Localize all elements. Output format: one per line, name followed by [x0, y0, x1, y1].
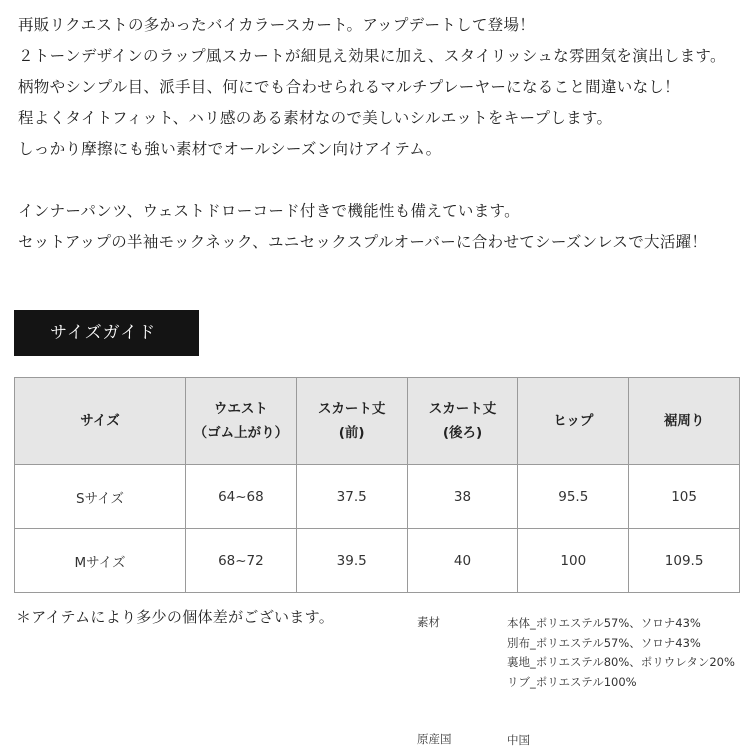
size-table-header-row	[15, 378, 740, 465]
header-waist: ウエスト （ゴム上がり）	[186, 378, 297, 465]
description-line: しっかり摩擦にも強い素材でオールシーズン向けアイテム。	[18, 140, 442, 158]
description-line: インナーパンツ、ウェストドローコード付きで機能性も備えています。	[18, 202, 520, 220]
size-guide-title: サイズガイド	[14, 310, 199, 356]
description-line: 再販リクエストの多かったバイカラースカート。アップデートして登場！	[18, 16, 536, 34]
origin-row	[417, 731, 747, 750]
description-line	[18, 165, 738, 196]
cell-size: Sサイズ	[15, 465, 186, 529]
material-line: リブ_ポリエステル100%	[507, 674, 637, 689]
material-values	[507, 614, 735, 692]
material-line: 別布_ポリエステル57%、ソロナ43%	[507, 635, 701, 650]
description-line: セットアップの半袖モックネック、ユニセックスプルオーバーに合わせてシーズンレスで大活躍！	[18, 233, 708, 251]
description-line: 柄物やシンプル目、派手目、何にでも合わせられるマルチプレーヤーになること間違いなし！	[18, 78, 680, 96]
cell-length-front: 39.5	[296, 529, 407, 593]
header-length-back: スカート丈 (後ろ)	[407, 378, 518, 465]
material-label: 素材	[417, 615, 440, 629]
table-row	[15, 465, 740, 529]
origin-value: 中国	[507, 733, 530, 747]
description-line: 程よくタイトフィット、ハリ感のある素材なので美しいシルエットをキープします。	[18, 109, 613, 127]
origin-label: 原産国	[417, 732, 452, 746]
material-line: 裏地_ポリエステル80%、ポリウレタン20%	[507, 655, 735, 669]
spec-block	[417, 614, 735, 747]
cell-waist: 64~68	[186, 465, 297, 529]
header-hip: ヒップ	[518, 378, 629, 465]
header-hem: 裾周り	[629, 378, 740, 465]
cell-length-back: 38	[407, 465, 518, 529]
cell-length-front: 37.5	[296, 465, 407, 529]
cell-size: Mサイズ	[15, 529, 186, 593]
material-line: 本体_ポリエステル57%、ソロナ43%	[507, 616, 701, 630]
size-table	[14, 377, 740, 593]
cell-hip: 100	[518, 529, 629, 593]
cell-hem: 105	[629, 465, 740, 529]
cell-hem: 109.5	[629, 529, 740, 593]
product-description	[18, 10, 738, 258]
cell-hip: 95.5	[518, 465, 629, 529]
header-size: サイズ	[15, 378, 186, 465]
cell-waist: 68~72	[186, 529, 297, 593]
cell-length-back: 40	[407, 529, 518, 593]
description-line: ２トーンデザインのラップ風スカートが細見え効果に加え、スタイリッシュな雰囲気を演出します。	[18, 47, 726, 65]
variance-note: ＊アイテムにより多少の個体差がございます。	[16, 608, 335, 626]
material-row	[417, 614, 735, 692]
header-length-front: スカート丈 (前)	[296, 378, 407, 465]
table-row	[15, 529, 740, 593]
